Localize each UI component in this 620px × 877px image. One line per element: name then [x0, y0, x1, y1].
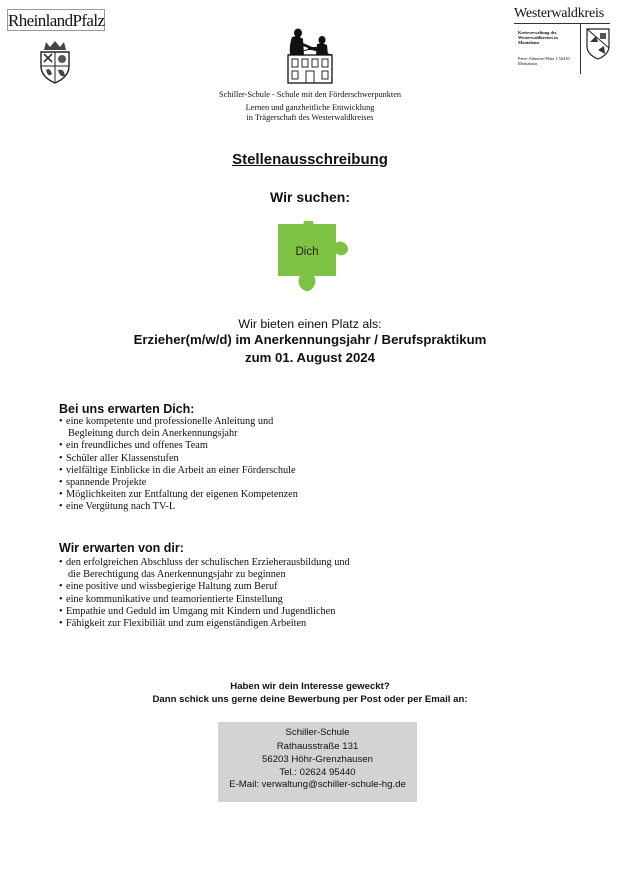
contact-email: E-Mail: verwaltung@schiller-schule-hg.de: [229, 779, 406, 790]
district-address-text: Peter-Altmeier-Platz 1 56410 Montabaur: [518, 56, 570, 66]
cta-question: Haben wir dein Interesse geweckt?: [230, 681, 390, 692]
list-item: • Empathie und Geduld im Umgang mit Kindern und Jugendlichen: [59, 606, 419, 618]
list-item-continuation: Begleitung durch dein Anerkennungsjahr: [68, 428, 238, 440]
contact-phone: Tel.: 02624 95440: [279, 767, 356, 778]
list-item: • eine kommunikative und teamorientierte Einstellung: [59, 594, 419, 606]
list-item: • Fähigkeit zur Flexibiliät und zum eigenständigen Arbeiten: [59, 618, 419, 630]
school-name-line: Schiller-Schule - Schule mit den Förderschwerpunkten: [218, 90, 402, 99]
westerwaldkreis-crest-icon: [586, 28, 610, 60]
district-administration-text: Kreisverwaltung des Westerwaldkreises in Montabaur: [518, 30, 558, 45]
list-item: • eine positive und wissbegierige Haltung zum Beruf: [59, 581, 419, 593]
puzzle-piece-icon: [278, 221, 358, 299]
contact-city: 56203 Höhr-Grenzhausen: [262, 754, 373, 765]
puzzle-label: Dich: [295, 246, 319, 258]
benefits-heading: Bei uns erwarten Dich:: [59, 402, 195, 416]
school-sponsor-line: in Trägerschaft des Westerwaldkreises: [246, 113, 374, 122]
rheinland-pfalz-crest-icon: [38, 40, 72, 84]
list-item-continuation: die Berechtigung das Anerkennungsjahr zu beginnen: [68, 569, 286, 581]
list-item: • eine kompetente und professionelle Anleitung und: [59, 416, 419, 428]
list-item: • Möglichkeiten zur Entfaltung der eigenen Kompetenzen: [59, 489, 419, 501]
school-emblem-icon: [284, 27, 336, 85]
school-focus-line: Lernen und ganzheitliche Entwicklung: [245, 103, 375, 112]
list-item: • den erfolgreichen Abschluss der schulischen Erzieherausbildung und: [59, 557, 419, 569]
list-item: • Schüler aller Klassenstufen: [59, 453, 419, 465]
contact-street: Rathausstraße 131: [276, 741, 359, 752]
expectations-list: [59, 557, 419, 630]
list-item: • spannende Projekte: [59, 477, 419, 489]
rheinland-pfalz-logo: RheinlandPfalz: [8, 11, 105, 30]
contact-name: Schiller-Schule: [285, 727, 350, 738]
page-title: Stellenausschreibung: [232, 151, 388, 168]
expectations-heading: Wir erwarten von dir:: [59, 541, 184, 555]
list-item: • ein freundliches und offenes Team: [59, 440, 419, 452]
westerwaldkreis-logo: Westerwaldkreis: [514, 5, 610, 24]
list-item: • vielfältige Einblicke in die Arbeit an einer Förderschule: [59, 465, 419, 477]
benefits-list: [59, 416, 419, 514]
logo-divider: [580, 24, 581, 74]
offer-position: Erzieher(m/w/d) im Anerkennungsjahr / Berufspraktikum: [133, 332, 487, 347]
cta-instruction: Dann schick uns gerne deine Bewerbung per Post oder per Email an:: [152, 694, 468, 705]
offer-start-date: zum 01. August 2024: [245, 350, 375, 365]
page-subtitle: Wir suchen:: [270, 189, 350, 205]
list-item: • eine Vergütung nach TV-L: [59, 501, 419, 513]
offer-intro: Wir bieten einen Platz als:: [238, 317, 382, 331]
